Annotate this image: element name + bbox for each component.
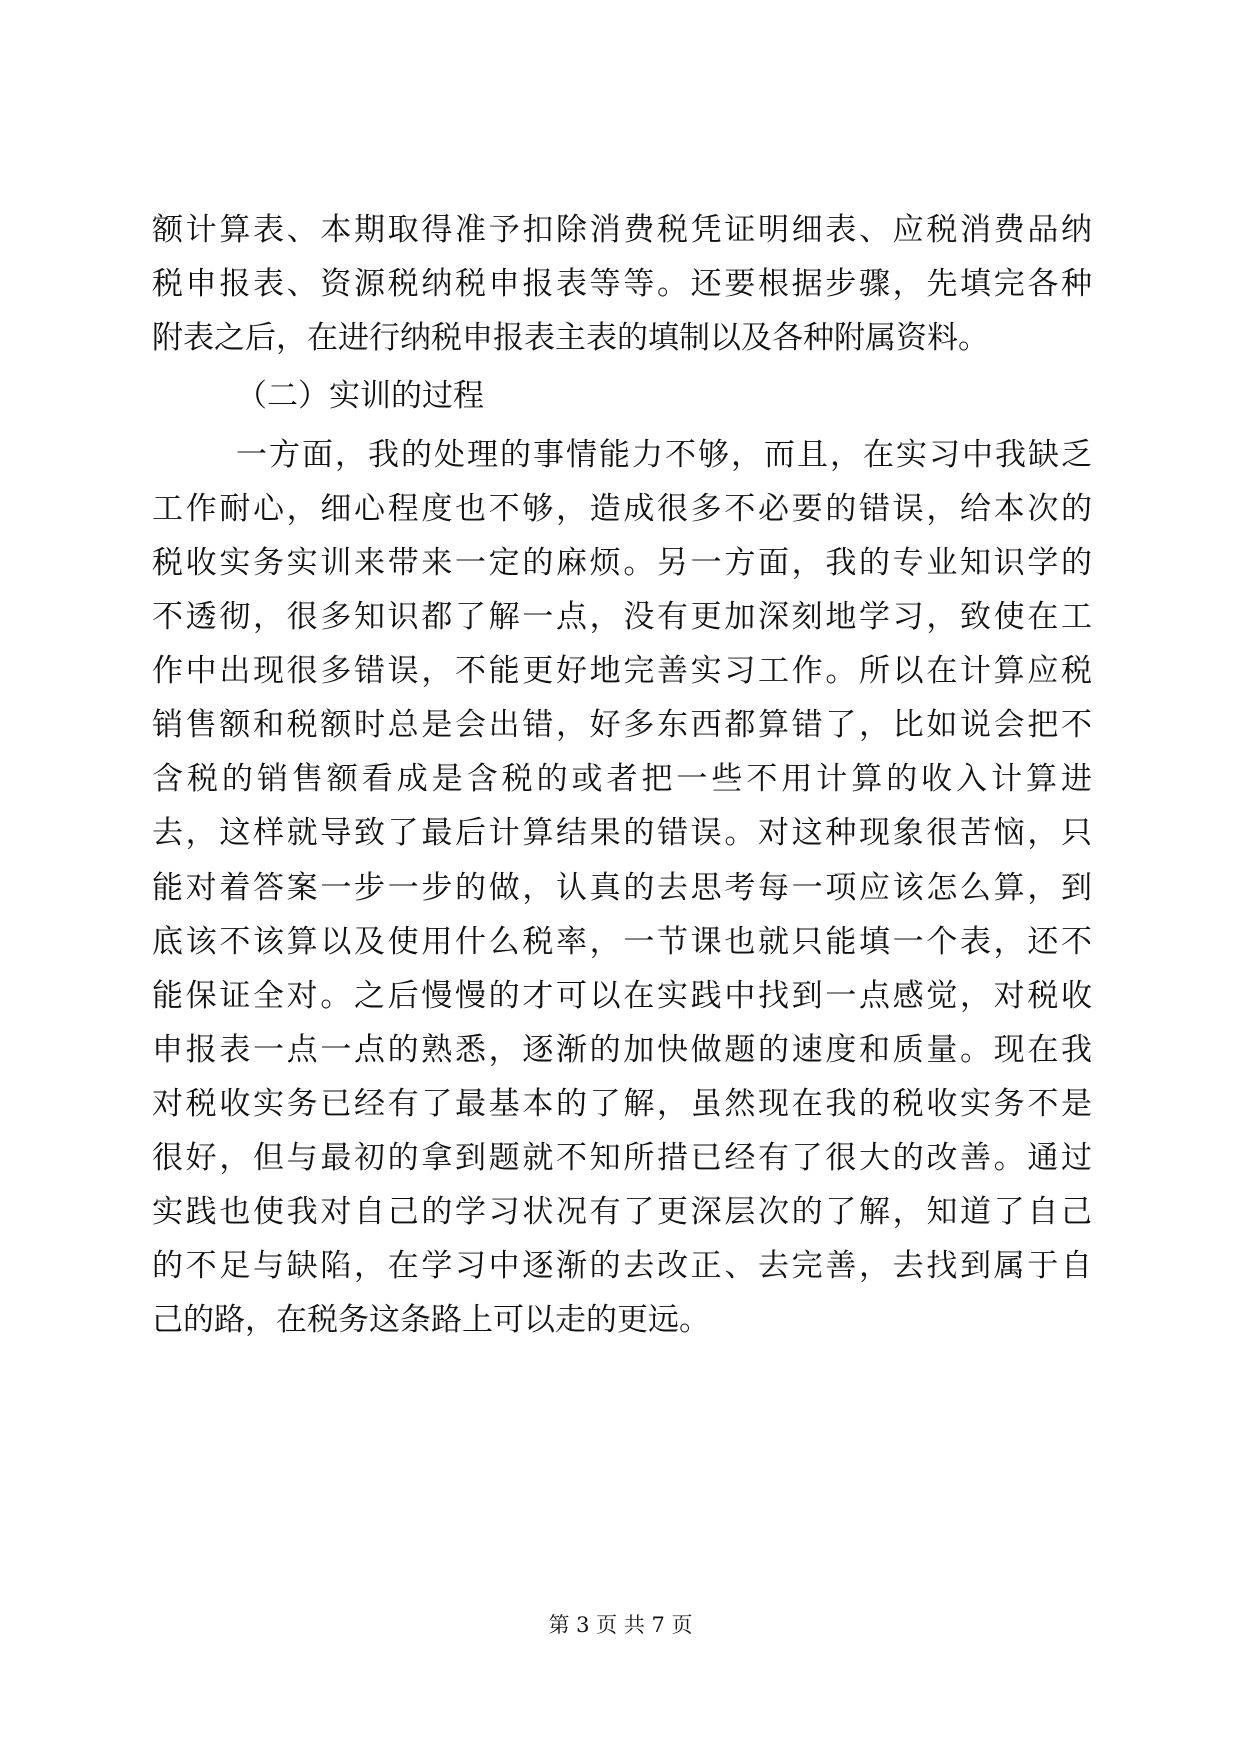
paragraph-line: 能保证全对。之后慢慢的才可以在实践中找到一点感觉，对税收 bbox=[152, 978, 1092, 1014]
section-heading: （二）实训的过程 bbox=[236, 378, 484, 414]
paragraph-line: 很好，但与最初的拿到题就不知所措已经有了很大的改善。通过 bbox=[152, 1140, 1092, 1176]
paragraph-line: 工作耐心，细心程度也不够，造成很多不必要的错误，给本次的 bbox=[152, 491, 1092, 527]
paragraph-line: 税申报表、资源税纳税申报表等等。还要根据步骤，先填完各种 bbox=[152, 266, 1092, 302]
paragraph-line: 不透彻，很多知识都了解一点，没有更加深刻地学习，致使在工 bbox=[152, 599, 1092, 635]
paragraph-line: 能对着答案一步一步的做，认真的去思考每一项应该怎么算，到 bbox=[152, 870, 1092, 906]
paragraph-line: 作中出现很多错误，不能更好地完善实习工作。所以在计算应税 bbox=[152, 653, 1092, 689]
paragraph-line: 含税的销售额看成是含税的或者把一些不用计算的收入计算进 bbox=[152, 761, 1092, 797]
paragraph-line: 实践也使我对自己的学习状况有了更深层次的了解，知道了自己 bbox=[152, 1194, 1092, 1230]
paragraph-line: 附表之后，在进行纳税申报表主表的填制以及各种附属资料。 bbox=[152, 320, 989, 356]
paragraph-line: 的不足与缺陷，在学习中逐渐的去改正、去完善，去找到属于自 bbox=[152, 1248, 1092, 1284]
paragraph-line: 额计算表、本期取得准予扣除消费税凭证明细表、应税消费品纳 bbox=[152, 212, 1092, 248]
paragraph-line: 去，这样就导致了最后计算结果的错误。对这种现象很苦恼，只 bbox=[152, 815, 1092, 851]
paragraph-line: 对税收实务已经有了最基本的了解，虽然现在我的税收实务不是 bbox=[152, 1086, 1092, 1122]
paragraph-line: 销售额和税额时总是会出错，好多东西都算错了，比如说会把不 bbox=[152, 707, 1092, 743]
page-footer: 第 3 页 共 7 页 bbox=[548, 1613, 693, 1637]
paragraph-line: 底该不该算以及使用什么税率，一节课也就只能填一个表，还不 bbox=[152, 924, 1092, 960]
paragraph-line: 一方面，我的处理的事情能力不够，而且，在实习中我缺乏 bbox=[236, 437, 1092, 473]
paragraph-line: 税收实务实训来带来一定的麻烦。另一方面，我的专业知识学的 bbox=[152, 545, 1092, 581]
paragraph-line: 己的路，在税务这条路上可以走的更远。 bbox=[152, 1302, 710, 1338]
paragraph-line: 申报表一点一点的熟悉，逐渐的加快做题的速度和质量。现在我 bbox=[152, 1032, 1092, 1068]
